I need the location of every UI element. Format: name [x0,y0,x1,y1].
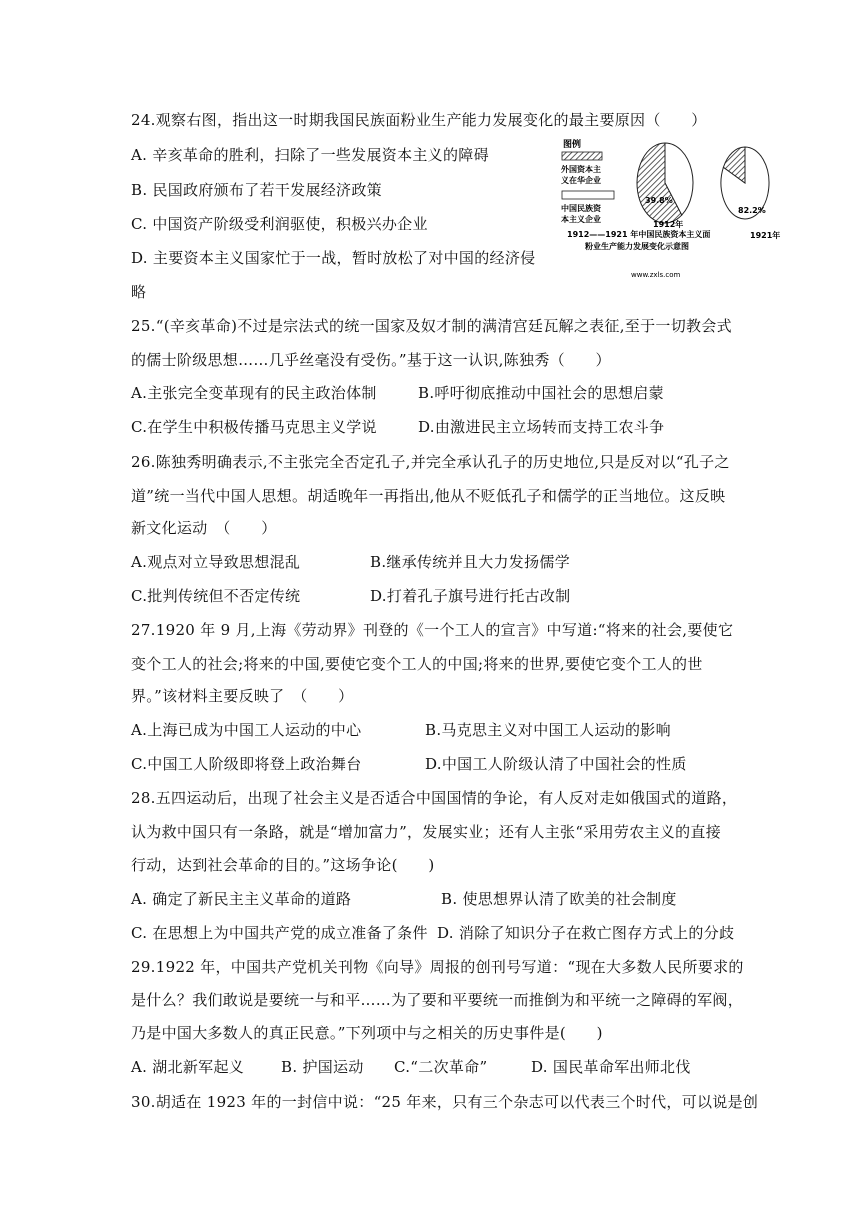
q25-option-a: A.主张完全变革现有的民主政治体制 [131,384,377,402]
q25-option-c: C.在学生中积极传播马克思主义学说 [131,418,377,436]
q27-option-d: D.中国工人阶级认清了中国社会的性质 [425,755,687,773]
q29-stem-line2: 是什么？我们敢说是要统一与和平……为了要和平要统一而推倒为和平统一之障碍的军阀， [131,991,744,1009]
pie-chart-svg [553,131,789,286]
q24-stem: 24.观察右图，指出这一时期我国民族面粉业生产能力发展变化的最主要原因（ ） [131,111,707,129]
q27-option-b: B.马克思主义对中国工人运动的影响 [425,721,671,739]
figure-caption-line1: 1912——1921 年中国民族资本主义面 [567,230,711,239]
q27-stem-line3: 界。”该材料主要反映了 （ ） [131,687,354,705]
legend-swatch-foreign [562,152,602,160]
pie-chart-figure [553,131,789,286]
q26-option-b: B.继承传统并且大力发扬儒学 [370,553,570,571]
q25-option-d: D.由激进民主立场转而支持工农斗争 [418,418,665,436]
q24-option-d-cont: 略 [131,283,147,301]
q24-option-b: B. 民国政府颁布了若干发展经济政策 [131,181,382,199]
q26-stem-line1: 26.陈独秀明确表示,不主张完全否定孔子,并完全承认孔子的历史地位,只是反对以“孔子之 [131,453,730,471]
pie-1912-value-label: 39.8% [645,196,673,205]
legend-label-domestic-1: 中国民族资 [561,204,601,213]
q29-stem-line1: 29.1922 年，中国共产党机关刊物《向导》周报的创刊号写道：“现在大多数人民所要求的 [131,958,744,976]
q28-option-d: D. 消除了知识分子在救亡图存方式上的分歧 [437,924,735,942]
legend-label-foreign-1: 外国资本主 [561,165,601,174]
q24-option-c: C. 中国资产阶级受利润驱使，积极兴办企业 [131,215,428,233]
q29-option-a: A. 湖北新军起义 [131,1058,245,1076]
q29-option-d: D. 国民革命军出师北伐 [531,1058,691,1076]
legend-label-foreign-2: 义在华企业 [561,176,601,185]
q27-stem-line2: 变个工人的社会;将来的中国,要使它变个工人的中国;将来的世界,要使它变个工人的世 [131,655,703,673]
q25-stem-line1: 25.“(辛亥革命)不过是宗法式的统一国家及奴才制的满清宫廷瓦解之表征,至于一切教会式 [131,317,732,335]
q28-option-a: A. 确定了新民主主义革命的道路 [131,890,352,908]
q26-stem-line2: 道”统一当代中国人思想。胡适晚年一再指出,他从不贬低孔子和儒学的正当地位。这反映 [131,487,726,505]
q24-option-d: D. 主要资本主义国家忙于一战，暂时放松了对中国的经济侵 [131,249,536,267]
q25-option-b: B.呼吁彻底推动中国社会的思想启蒙 [418,384,664,402]
q28-stem-line2: 认为救中国只有一条路，就是“增加富力”，发展实业；还有人主张“采用劳农主义的直接 [131,823,722,841]
pie-1912-year: 1912年 [653,220,684,229]
q27-option-c: C.中国工人阶级即将登上政治舞台 [131,755,362,773]
legend-swatch-domestic [562,191,614,199]
q28-option-c: C. 在思想上为中国共产党的成立准备了条件 [131,924,428,942]
q25-stem-line2: 的儒士阶级思想……几乎丝毫没有受伤。”基于这一认识,陈独秀（ ） [131,351,611,369]
q28-option-b: B. 使思想界认清了欧美的社会制度 [441,890,677,908]
pie-1912 [637,143,693,223]
q24-option-a: A. 辛亥革命的胜利，扫除了一些发展资本主义的障碍 [131,146,489,164]
legend-label-domestic-2: 本主义企业 [561,215,601,224]
pie-1921-year: 1921年 [750,231,781,240]
q29-stem-line3: 乃是中国大多数人的真正民意。”下列项中与之相关的历史事件是( ) [131,1024,603,1042]
figure-caption-line2: 粉业生产能力发展变化示意图 [585,242,689,251]
q28-stem-line1: 28.五四运动后，出现了社会主义是否适合中国国情的争论，有人反对走如俄国式的道路， [131,789,738,807]
q30-stem-line1: 30.胡适在 1923 年的一封信中说：“25 年来，只有三个杂志可以代表三个时代，可以说是创 [131,1093,759,1111]
pie-1921-value-label: 82.2% [738,206,766,215]
q26-option-c: C.批判传统但不否定传统 [131,587,301,605]
q28-stem-line3: 行动，达到社会革命的目的。”这场争论( ) [131,856,435,874]
q27-option-a: A.上海已成为中国工人运动的中心 [131,721,362,739]
q26-option-a: A.观点对立导致思想混乱 [131,553,301,571]
legend-title: 图例 [563,140,582,150]
q27-stem-line1: 27.1920 年 9 月,上海《劳动界》刊登的《一个工人的宣言》中写道:“将来的社会,要使它 [131,621,734,639]
figure-watermark: www.zxls.com [631,271,681,279]
q26-option-d: D.打着孔子旗号进行托古改制 [370,587,571,605]
q29-option-b: B. 护国运动 [281,1058,364,1076]
q26-stem-line3: 新文化运动 （ ） [131,519,277,537]
q29-option-c: C.“二次革命” [394,1058,488,1076]
